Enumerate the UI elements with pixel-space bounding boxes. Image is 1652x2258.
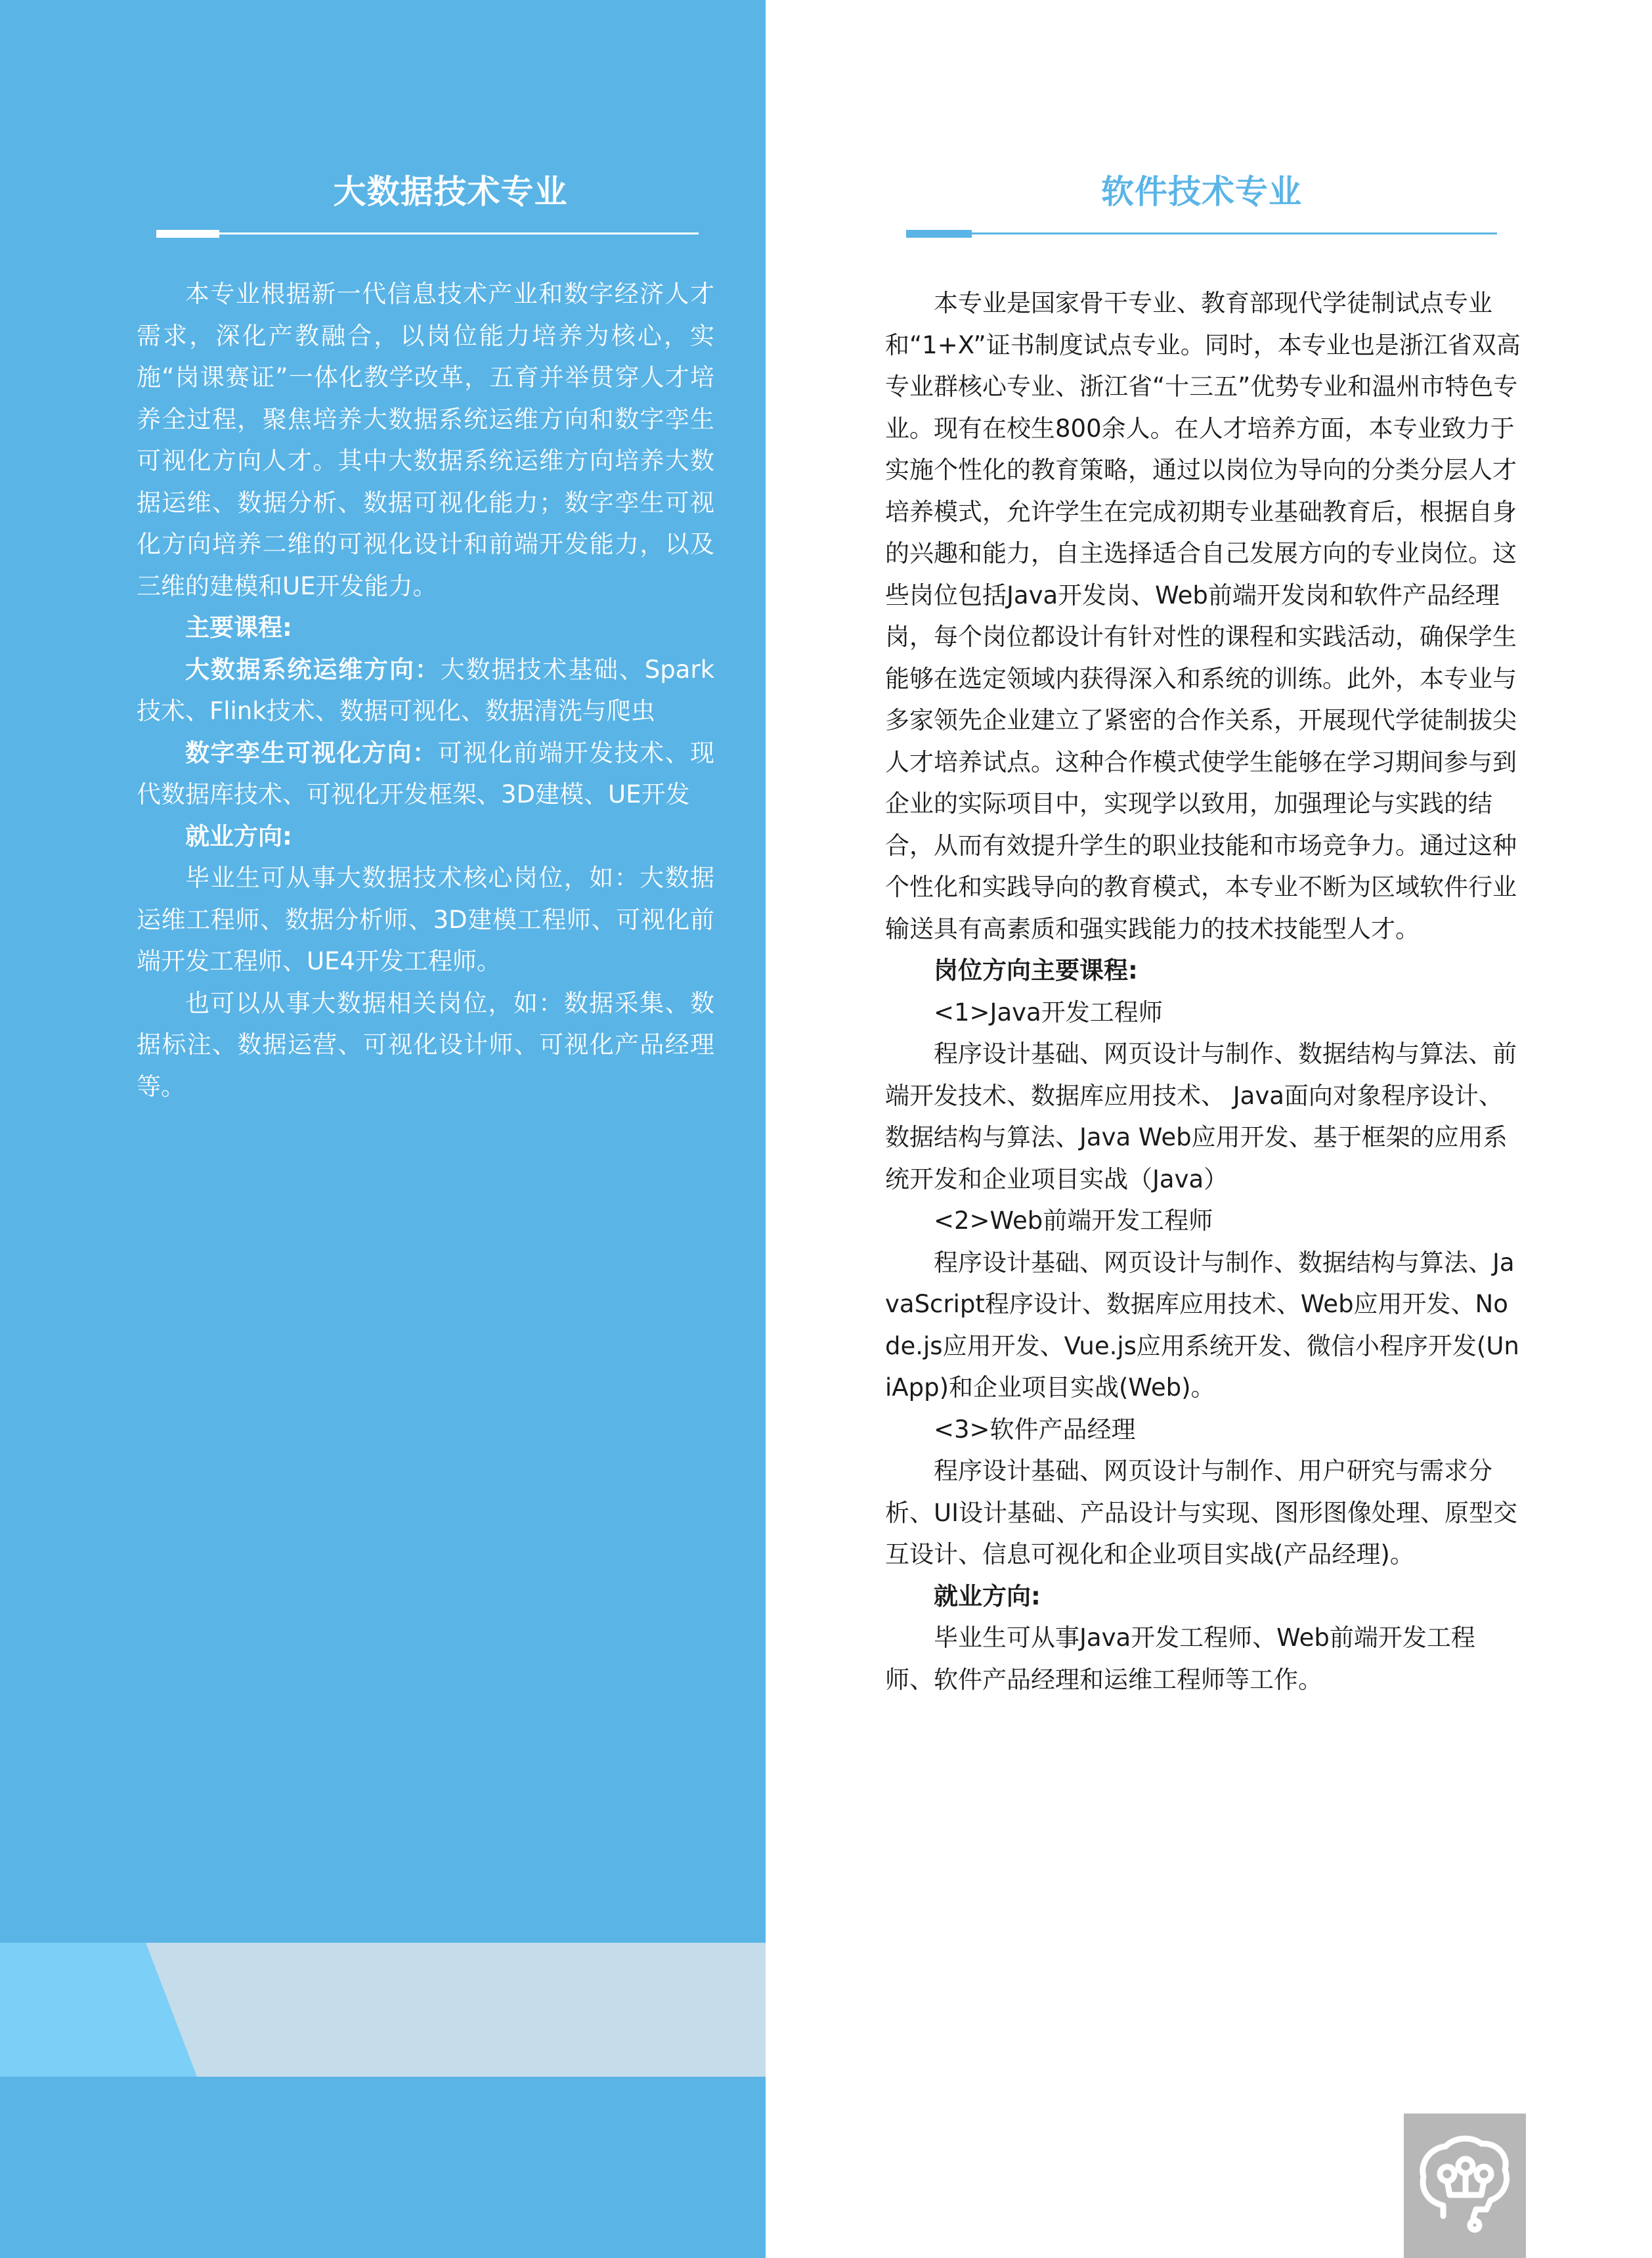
left-course-twin-label: 数字孪生可视化方向： (185, 738, 438, 767)
right-title-rule-accent (906, 230, 972, 238)
right-employment-heading: 就业方向: (934, 1582, 1041, 1610)
left-intro-paragraph: 本专业根据新一代信息技术产业和数字经济人才需求，深化产教融合，以岗位能力培养为核心，实施“岗课赛证”一体化教学改革，五育并举贯穿人才培养全过程，聚焦培养大数据系统运维方向和数字孪生可视化方向人才。其中大数据系统运维方向培养大数据运维、数据分析、数据可视化能力；数字孪生可视化方向培养二维的可视化设计和前端开发能力，以及三维的建模和UE开发能力。 (137, 280, 714, 600)
right-track-2-courses: 程序设计基础、网页设计与制作、数据结构与算法、JavaScript程序设计、数据库应用技术、Web应用开发、Node.js应用开发、Vue.js应用系统开发、微信小程序开发(UniApp)和企业项目实战(Web)。 (885, 1248, 1519, 1402)
left-title-rule (156, 232, 699, 234)
left-employment-paragraph-1: 毕业生可从事大数据技术核心岗位，如：大数据运维工程师、数据分析师、3D建模工程师、可视化前端开发工程师、UE4开发工程师。 (137, 864, 714, 975)
left-employment-paragraph-2: 也可以从事大数据相关岗位，如：数据采集、数据标注、数据运营、可视化设计师、可视化产品经理等。 (137, 988, 714, 1101)
right-intro-paragraph: 本专业是国家骨干专业、教育部现代学徒制试点专业和“1+X”证书制度试点专业。同时，本专业也是浙江省双高专业群核心专业、浙江省“十三五”优势专业和温州市特色专业。现有在校生800余人。在人才培养方面，本专业致力于实施个性化的教育策略，通过以岗位为导向的分类分层人才培养模式，允许学生在完成初期专业基础教育后，根据自身的兴趣和能力，自主选择适合自己发展方向的专业岗位。这些岗位包括Java开发岗、Web前端开发岗和软件产品经理岗，每个岗位都设计有针对性的课程和实践活动，确保学生能够在选定领域内获得深入和系统的训练。此外，本专业与多家领先企业建立了紧密的合作关系，开展现代学徒制拔尖人才培养试点。这种合作模式使学生能够在学习期间参与到企业的实际项目中，实现学以致用，加强理论与实践的结合，从而有效提升学生的职业技能和市场竞争力。通过这种个性化和实践导向的教育模式，本专业不断为区域软件行业输送具有高素质和强实践能力的技术技能型人才。 (885, 289, 1521, 943)
left-title-rule-accent (156, 230, 219, 238)
right-section-body (885, 282, 1523, 1700)
right-track-1-courses: 程序设计基础、网页设计与制作、数据结构与算法、前端开发技术、数据库应用技术、 Java面向对象程序设计、数据结构与算法、Java Web应用开发、基于框架的应用系统开发和企业项目实战（Java） (885, 1040, 1517, 1193)
left-courses-heading: 主要课程: (185, 613, 292, 642)
left-employment-heading: 就业方向: (185, 822, 292, 851)
logo-box (1404, 2114, 1526, 2258)
right-track-3-courses: 程序设计基础、网页设计与制作、用户研究与需求分析、UI设计基础、产品设计与实现、图形图像处理、原型交互设计、信息可视化和企业项目实战(产品经理)。 (885, 1457, 1517, 1568)
left-course-ops-text: 大数据技术基础、Spark技术、Flink技术、数据可视化、数据清洗与爬虫 (137, 655, 714, 725)
left-course-twin-text: 可视化前端开发技术、现代数据库技术、可视化开发框架、3D建模、UE开发 (137, 738, 714, 808)
brain-head-icon (1416, 2132, 1514, 2237)
right-track-3-title: <3>软件产品经理 (934, 1415, 1136, 1444)
left-section-body (137, 273, 714, 1107)
right-courses-heading: 岗位方向主要课程: (934, 956, 1138, 985)
right-track-1-title: <1>Java开发工程师 (934, 998, 1163, 1027)
right-title-rule (906, 232, 1497, 234)
right-employment-paragraph: 毕业生可从事Java开发工程师、Web前端开发工程师、软件产品经理和运维工程师等工作。 (885, 1624, 1475, 1694)
right-track-2-title: <2>Web前端开发工程师 (934, 1206, 1213, 1235)
left-course-item-twin (137, 732, 714, 816)
left-course-ops-label: 大数据系统运维方向： (185, 655, 441, 684)
right-section-title: 软件技术专业 (1101, 173, 1302, 211)
left-course-item-ops (137, 649, 714, 732)
left-section-title: 大数据技术专业 (333, 173, 568, 211)
